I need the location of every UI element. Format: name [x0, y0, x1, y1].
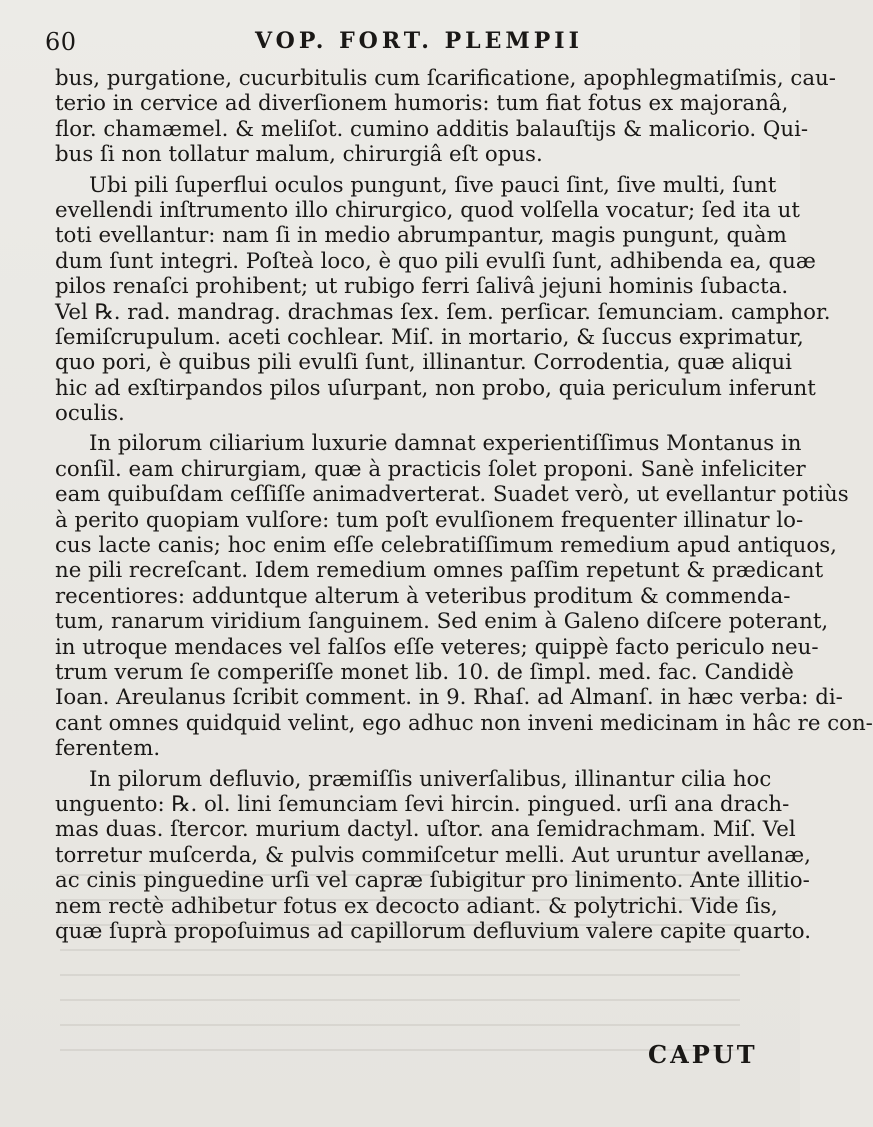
- text-line: ac cinis pinguedine urſi vel capræ ſubigitur pro linimento. Ante illitio-: [55, 868, 810, 894]
- text-line: In pilorum ciliarium luxurie damnat experientiſſimus Montanus in: [89, 431, 802, 457]
- text-line: dum ſunt integri. Poſteà loco, è quo pili evulſi ſunt, adhibenda ea, quæ: [55, 248, 816, 274]
- text-line: ſemiſcrupulum. aceti cochlear. Miſ. in mortario, & ſuccus exprimatur,: [55, 324, 804, 350]
- text-line: Ubi pili ſuperflui oculos pungunt, ſive pauci ſint, ſive multi, ſunt: [89, 172, 777, 198]
- text-line: ferentem.: [55, 736, 161, 762]
- text-line: bus ſi non tollatur malum, chirurgiâ eſt opus.: [55, 142, 543, 168]
- text-line: trum verum ſe comperiſſe monet lib. 10. de ſimpl. med. fac. Candidè: [55, 659, 794, 685]
- text-line: mas duas. ſtercor. murium dactyl. uſtor. ana ſemidrachmam. Miſ. Vel: [55, 817, 796, 843]
- text-line: terio in cervice ad diverſionem humoris: tum fiat fotus ex majoranâ,: [55, 91, 789, 117]
- text-line: eam quibuſdam ceſſiſſe animadverterat. Suadet verò, ut evellantur potiùs: [55, 482, 849, 508]
- text-line: evellendi inſtrumento illo chirurgico, quod volſella vocatur; ſed ita ut: [55, 197, 800, 223]
- paragraph: [55, 431, 873, 762]
- text-line: quo pori, è quibus pili evulſi ſunt, illinantur. Corrodentia, quæ aliqui: [55, 350, 792, 376]
- text-line: recentiores: adduntque alterum à veteribus proditum & commenda-: [55, 583, 791, 609]
- text-line: unguento: ℞. ol. lini ſemunciam ſevi hircin. pingued. urſi ana drach-: [55, 791, 790, 817]
- paragraph: [55, 172, 831, 427]
- text-line: flor. chamæmel. & meliſot. cumino additis balauſtijs & malicorio. Qui-: [55, 116, 809, 142]
- text-line: cus lacte canis; hoc enim eſſe celebratiſſimum remedium apud antiquos,: [55, 533, 837, 559]
- running-head: VOP. FORT. PLEMPII: [255, 28, 583, 54]
- body-text: [55, 66, 873, 944]
- text-line: ne pili recreſcant. Idem remedium omnes paſſim repetunt & prædicant: [55, 558, 824, 584]
- text-line: tum, ranarum viridium ſanguinem. Sed enim à Galeno diſcere poterant,: [55, 609, 829, 635]
- text-line: torretur muſcerda, & pulvis commiſcetur melli. Aut uruntur avellanæ,: [55, 842, 811, 868]
- page-number: 60: [45, 28, 77, 56]
- text-line: pilos renaſci prohibent; ut rubigo ferri ſalivâ jejuni hominis ſubacta.: [55, 274, 789, 300]
- text-line: bus, purgatione, cucurbitulis cum ſcarificatione, apophlegmatiſmis, cau-: [55, 66, 836, 91]
- text-line: nem rectè adhibetur fotus ex decocto adiant. & polytrichi. Vide ſis,: [55, 893, 778, 919]
- text-line: Ioan. Areulanus ſcribit comment. in 9. Rhaſ. ad Almanſ. in hæc verba: di-: [55, 685, 843, 711]
- paragraph: [55, 766, 811, 945]
- text-line: oculis.: [55, 401, 125, 427]
- text-line: cant omnes quidquid velint, ego adhuc non inveni medicinam in hâc re con-: [55, 710, 873, 736]
- catchword: CAPUT: [648, 1040, 758, 1069]
- text-line: quæ ſuprà propoſuimus ad capillorum defluvium valere capite quarto.: [55, 918, 811, 944]
- text-line: in utroque mendaces vel falſos eſſe veteres; quippè facto periculo neu-: [55, 634, 819, 660]
- page-header: [45, 22, 765, 62]
- paragraph: [55, 66, 836, 168]
- text-line: conſil. eam chirurgiam, quæ à practicis ſolet proponi. Sanè infeliciter: [55, 456, 806, 482]
- text-line: hic ad exſtirpandos pilos uſurpant, non probo, quia periculum inferunt: [55, 375, 816, 401]
- text-line: In pilorum defluvio, præmiſſis univerſalibus, illinantur cilia hoc: [89, 766, 772, 792]
- text-line: à perito quopiam vulſore: tum poſt evulſionem frequenter illinatur lo-: [55, 507, 804, 533]
- text-line: toti evellantur: nam ſi in medio abrumpantur, magis pungunt, quàm: [55, 223, 787, 249]
- text-line: Vel ℞. rad. mandrag. drachmas ſex. ſem. perſicar. ſemunciam. camphor.: [55, 299, 831, 325]
